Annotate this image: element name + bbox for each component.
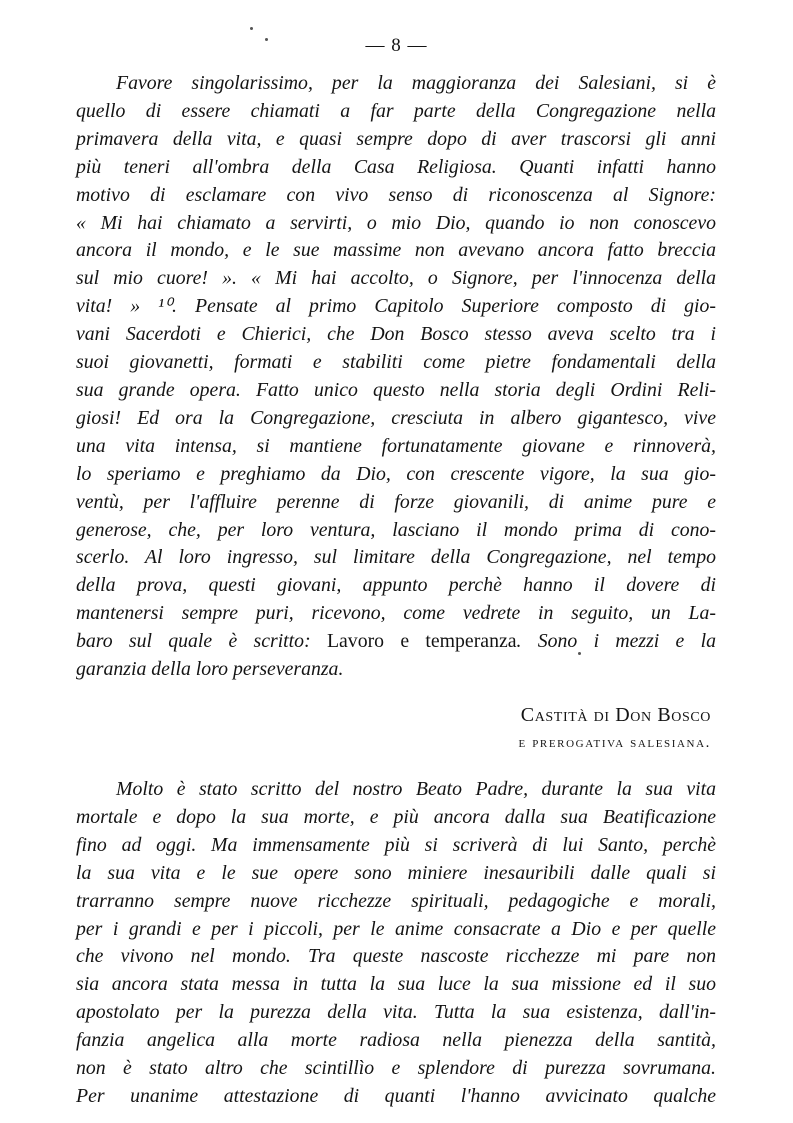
paragraph-chastity <box>76 776 716 1111</box>
text-line: motivo di esclamare con vivo senso di riconoscenza al Signore: <box>76 183 716 206</box>
text-line: vani Sacerdoti e Chierici, che Don Bosco stesso aveva scelto tra i <box>76 323 716 346</box>
print-speck <box>250 27 253 30</box>
text-line: trarranno sempre nuove ricchezze spirituali, pedagogiche e morali, <box>76 889 716 912</box>
text-fragment: . Sono i mezzi e la <box>516 630 716 653</box>
text-line: Molto è stato scritto del nostro Beato Padre, durante la sua vita <box>116 778 716 800</box>
motto-text: Lavoro e temperanza <box>326 630 517 653</box>
text-line: « Mi hai chiamato a servirti, o mio Dio, quando io non conoscevo <box>76 211 716 234</box>
text-line: la sua vita e le sue opere sono miniere inesauribili dalle quali si <box>76 861 716 884</box>
text-line: ancora il mondo, e le sue massime non avevano ancora fatto breccia <box>76 239 716 262</box>
text-line: Per unanime attestazione di quanti l'hanno avvicinato qualche <box>76 1084 716 1107</box>
text-line: lo speriamo e preghiamo da Dio, con crescente vigore, la sua gio- <box>76 462 716 485</box>
text-line: non è stato altro che scintillìo e splendore di purezza sovrumana. <box>76 1057 716 1080</box>
paragraph-vocation <box>76 70 716 684</box>
text-line: fanzia angelica alla morte radiosa nella pienezza della santità, <box>76 1029 716 1052</box>
section-heading: Castità di Don Bosco <box>520 704 711 726</box>
text-line: vita! » ¹⁰. Pensate al primo Capitolo Superiore composto di gio- <box>76 295 716 318</box>
text-line: che vivono nel mondo. Tra queste nascoste ricchezze mi pare non <box>76 945 716 968</box>
text-line: mantenersi sempre puri, ricevono, come vedrete in seguito, un La- <box>76 602 716 625</box>
text-line-motto <box>76 628 716 656</box>
text-line: apostolato per la purezza della vita. Tutta la sua esistenza, dall'in- <box>76 1001 716 1024</box>
text-line: Favore singolarissimo, per la maggioranza dei Salesiani, si è <box>116 72 716 94</box>
page-number: — 8 — <box>365 35 428 56</box>
text-line: sia ancora stata messa in tutta la sua luce la sua missione ed il suo <box>76 973 716 996</box>
text-fragment: baro sul quale è scritto: <box>76 630 327 653</box>
text-line: una vita intensa, si mantiene fortunatamente giovane e rinnoverà, <box>76 434 716 457</box>
text-line: ventù, per l'affluire perenne di forze giovanili, di anime pure e <box>76 490 716 513</box>
text-line: primavera della vita, e quasi sempre dopo di aver trascorsi gli anni <box>76 127 716 150</box>
text-line: mortale e dopo la sua morte, e più ancora dalla sua Beatificazione <box>76 805 716 828</box>
text-line: più teneri all'ombra della Casa Religiosa. Quanti infatti hanno <box>76 155 716 178</box>
text-line: quello di essere chiamati a far parte della Congregazione nella <box>76 99 716 122</box>
text-line: sua grande opera. Fatto unico questo nella storia degli Ordini Reli- <box>76 378 716 401</box>
text-line: fino ad oggi. Ma immensamente più si scriverà di lui Santo, perchè <box>76 833 716 856</box>
text-line: per i grandi e per i piccoli, per le anime consacrate a Dio e per quelle <box>76 917 716 940</box>
text-line: scerlo. Al loro ingresso, sul limitare della Congregazione, nel tempo <box>76 546 716 569</box>
text-line: giosi! Ed ora la Congregazione, cresciuta in albero gigantesco, vive <box>76 406 716 429</box>
text-line: generose, che, per loro ventura, lasciano il mondo prima di cono- <box>76 518 716 541</box>
text-line: sul mio cuore! ». « Mi hai accolto, o Signore, per l'innocenza della <box>76 267 716 290</box>
text-line: garanzia della loro perseveranza. <box>76 658 344 681</box>
text-line: suoi giovanetti, formati e stabiliti come pietre fondamentali della <box>76 351 716 374</box>
text-line: della prova, questi giovani, appunto perchè hanno il dovere di <box>76 574 716 597</box>
section-subheading: e prerogativa salesiana. <box>518 735 711 751</box>
